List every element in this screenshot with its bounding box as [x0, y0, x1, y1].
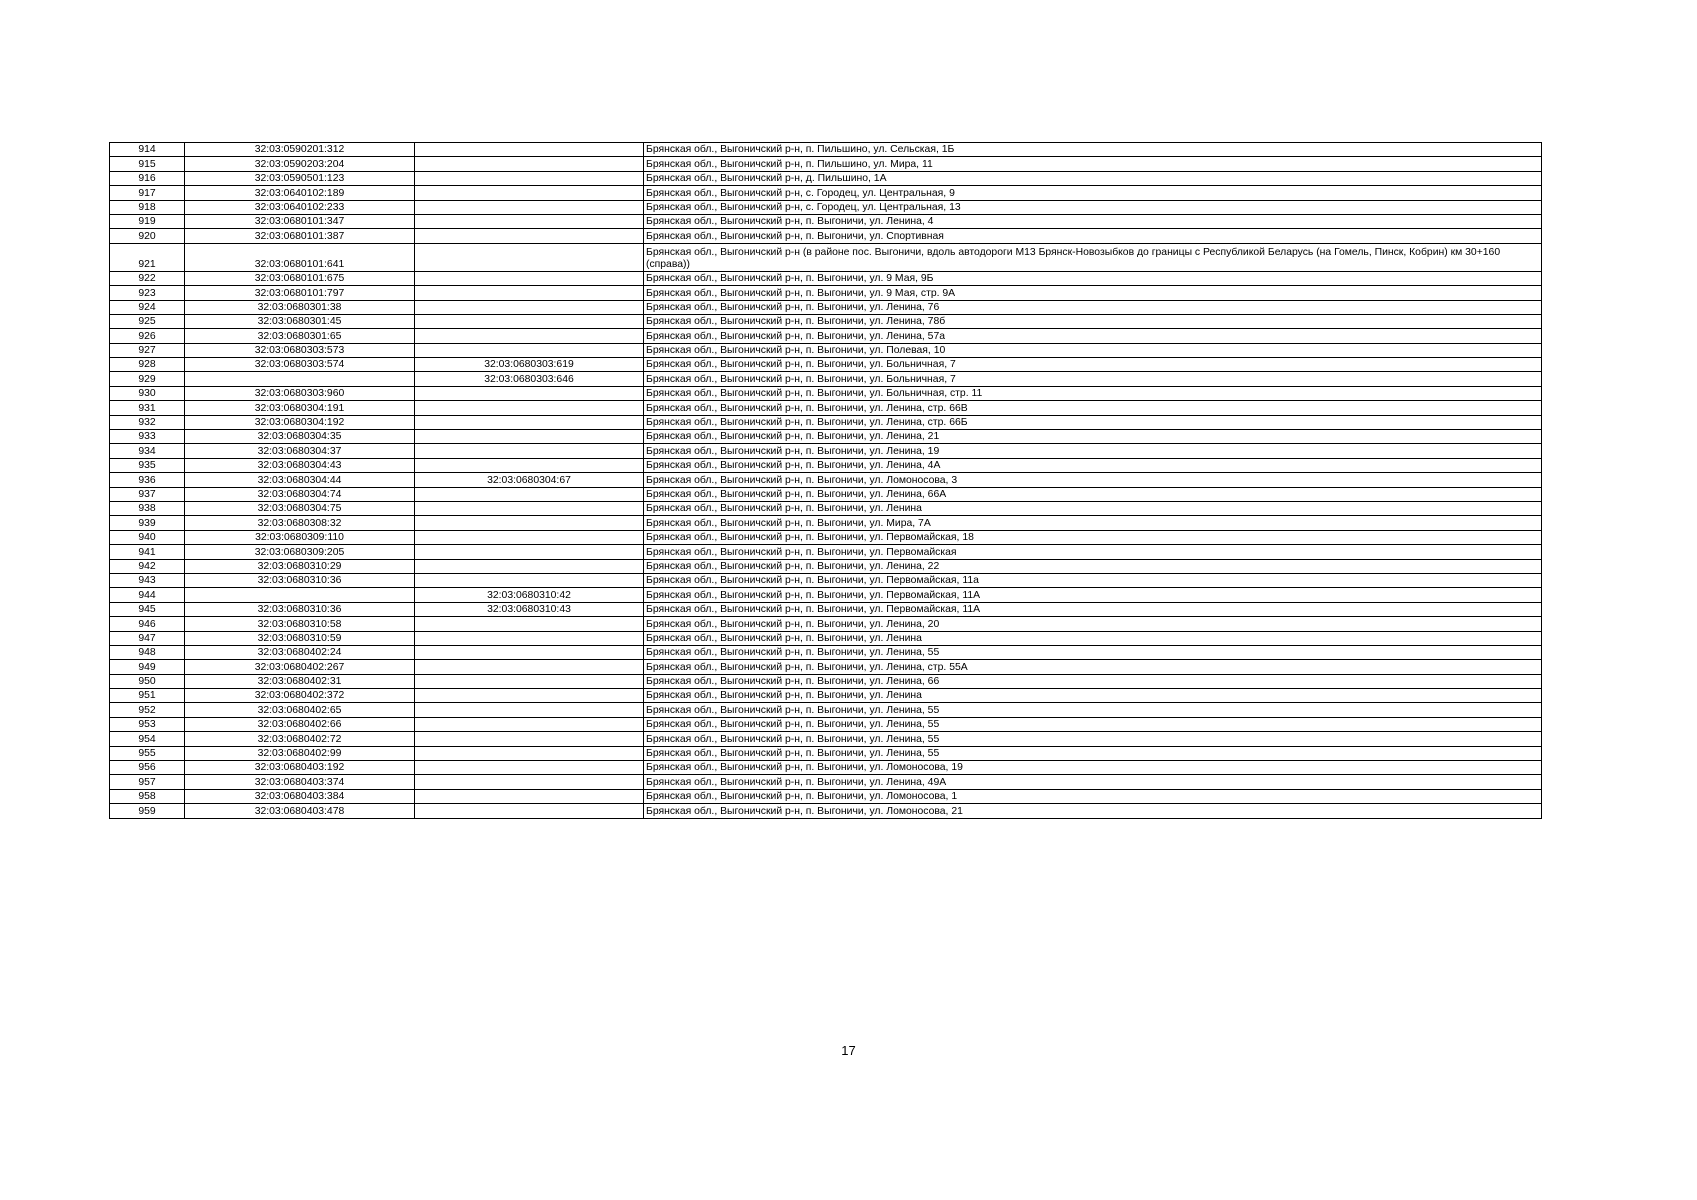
address: Брянская обл., Выгоничский р-н, п. Выгоничи, ул. Ленина, 55 [644, 717, 1542, 731]
cadastral-number: 32:03:0680304:43 [185, 458, 415, 472]
related-cadastral-number [415, 229, 644, 243]
related-cadastral-number [415, 300, 644, 314]
table-row [110, 243, 1542, 271]
address: Брянская обл., Выгоничский р-н, п. Выгоничи, ул. Ленина, 55 [644, 645, 1542, 659]
row-number: 950 [110, 674, 185, 688]
property-table [109, 142, 1542, 819]
cadastral-number: 32:03:0680310:29 [185, 559, 415, 573]
table-row [110, 545, 1542, 559]
cadastral-number: 32:03:0680301:45 [185, 314, 415, 328]
table-row [110, 501, 1542, 515]
table-row [110, 689, 1542, 703]
related-cadastral-number [415, 617, 644, 631]
table-row [110, 789, 1542, 803]
address: Брянская обл., Выгоничский р-н, п. Выгоничи, ул. Первомайская, 18 [644, 530, 1542, 544]
address: Брянская обл., Выгоничский р-н, п. Выгоничи, ул. Ленина, 21 [644, 430, 1542, 444]
address: Брянская обл., Выгоничский р-н, п. Выгоничи, ул. Больничная, 7 [644, 372, 1542, 386]
table-row [110, 372, 1542, 386]
cadastral-number: 32:03:0680304:192 [185, 415, 415, 429]
row-number: 931 [110, 401, 185, 415]
row-number: 940 [110, 530, 185, 544]
cadastral-number: 32:03:0680301:38 [185, 300, 415, 314]
cadastral-number: 32:03:0680304:44 [185, 473, 415, 487]
related-cadastral-number [415, 186, 644, 200]
row-number: 953 [110, 717, 185, 731]
table-row [110, 602, 1542, 616]
address: Брянская обл., Выгоничский р-н, п. Пильшино, ул. Сельская, 1Б [644, 143, 1542, 157]
table-row [110, 645, 1542, 659]
row-number: 958 [110, 789, 185, 803]
address: Брянская обл., Выгоничский р-н, п. Выгоничи, ул. Ленина [644, 689, 1542, 703]
address: Брянская обл., Выгоничский р-н, п. Выгоничи, ул. Ленина, 55 [644, 703, 1542, 717]
address: Брянская обл., Выгоничский р-н, п. Выгоничи, ул. Ленина, стр. 66В [644, 401, 1542, 415]
related-cadastral-number [415, 444, 644, 458]
address: Брянская обл., Выгоничский р-н, п. Выгоничи, ул. 9 Мая, 9Б [644, 271, 1542, 285]
row-number: 936 [110, 473, 185, 487]
related-cadastral-number [415, 214, 644, 228]
table-row [110, 271, 1542, 285]
cadastral-number: 32:03:0680402:65 [185, 703, 415, 717]
cadastral-number: 32:03:0680310:59 [185, 631, 415, 645]
related-cadastral-number: 32:03:0680310:43 [415, 602, 644, 616]
related-cadastral-number [415, 631, 644, 645]
table-row [110, 804, 1542, 818]
related-cadastral-number [415, 314, 644, 328]
row-number: 949 [110, 660, 185, 674]
address: Брянская обл., Выгоничский р-н, п. Выгоничи, ул. Ленина, 55 [644, 732, 1542, 746]
address: Брянская обл., Выгоничский р-н, п. Выгоничи, ул. Ленина [644, 631, 1542, 645]
related-cadastral-number [415, 401, 644, 415]
cadastral-number: 32:03:0640102:233 [185, 200, 415, 214]
related-cadastral-number [415, 530, 644, 544]
address: Брянская обл., Выгоничский р-н, п. Выгоничи, ул. Ломоносова, 21 [644, 804, 1542, 818]
cadastral-number: 32:03:0680403:374 [185, 775, 415, 789]
row-number: 954 [110, 732, 185, 746]
address: Брянская обл., Выгоничский р-н, п. Выгоничи, ул. Первомайская, 11а [644, 573, 1542, 587]
cadastral-number: 32:03:0680304:37 [185, 444, 415, 458]
table-row [110, 430, 1542, 444]
related-cadastral-number [415, 430, 644, 444]
table-row [110, 516, 1542, 530]
row-number: 929 [110, 372, 185, 386]
table-row [110, 300, 1542, 314]
cadastral-number: 32:03:0680309:205 [185, 545, 415, 559]
row-number: 955 [110, 746, 185, 760]
row-number: 933 [110, 430, 185, 444]
cadastral-number: 32:03:0680310:36 [185, 573, 415, 587]
row-number: 925 [110, 314, 185, 328]
address: Брянская обл., Выгоничский р-н, п. Выгоничи, ул. Ленина, 19 [644, 444, 1542, 458]
cadastral-number: 32:03:0680303:573 [185, 343, 415, 357]
cadastral-number: 32:03:0680101:797 [185, 286, 415, 300]
row-number: 946 [110, 617, 185, 631]
related-cadastral-number: 32:03:0680304:67 [415, 473, 644, 487]
address: Брянская обл., Выгоничский р-н, п. Выгоничи, ул. Ленина [644, 501, 1542, 515]
row-number: 914 [110, 143, 185, 157]
cadastral-number: 32:03:0680310:58 [185, 617, 415, 631]
related-cadastral-number [415, 732, 644, 746]
table-row [110, 200, 1542, 214]
table-row [110, 573, 1542, 587]
table-row [110, 343, 1542, 357]
address: Брянская обл., Выгоничский р-н, п. Выгоничи, ул. Ломоносова, 19 [644, 761, 1542, 775]
cadastral-number: 32:03:0680304:75 [185, 501, 415, 515]
address: Брянская обл., Выгоничский р-н, п. Выгоничи, ул. Ленина, 78б [644, 314, 1542, 328]
address: Брянская обл., Выгоничский р-н, п. Выгоничи, ул. Ленина, 57а [644, 329, 1542, 343]
cadastral-number: 32:03:0680403:192 [185, 761, 415, 775]
row-number: 930 [110, 386, 185, 400]
address: Брянская обл., Выгоничский р-н, п. Выгоничи, ул. Первомайская [644, 545, 1542, 559]
related-cadastral-number [415, 559, 644, 573]
related-cadastral-number [415, 157, 644, 171]
row-number: 926 [110, 329, 185, 343]
cadastral-number: 32:03:0680304:35 [185, 430, 415, 444]
table-row [110, 473, 1542, 487]
row-number: 916 [110, 171, 185, 185]
cadastral-number: 32:03:0680101:641 [185, 243, 415, 271]
row-number: 928 [110, 358, 185, 372]
related-cadastral-number [415, 775, 644, 789]
address: Брянская обл., Выгоничский р-н, п. Выгоничи, ул. Больничная, стр. 11 [644, 386, 1542, 400]
table-row [110, 775, 1542, 789]
related-cadastral-number [415, 545, 644, 559]
related-cadastral-number [415, 789, 644, 803]
related-cadastral-number [415, 171, 644, 185]
row-number: 947 [110, 631, 185, 645]
table-row [110, 660, 1542, 674]
address: Брянская обл., Выгоничский р-н, п. Выгоничи, ул. Ломоносова, 3 [644, 473, 1542, 487]
row-number: 944 [110, 588, 185, 602]
row-number: 919 [110, 214, 185, 228]
table-row [110, 314, 1542, 328]
cadastral-number: 32:03:0590501:123 [185, 171, 415, 185]
address: Брянская обл., Выгоничский р-н, п. Выгоничи, ул. Больничная, 7 [644, 358, 1542, 372]
related-cadastral-number [415, 501, 644, 515]
address: Брянская обл., Выгоничский р-н, п. Выгоничи, ул. Ленина, стр. 55А [644, 660, 1542, 674]
cadastral-number: 32:03:0680301:65 [185, 329, 415, 343]
address: Брянская обл., Выгоничский р-н, п. Выгоничи, ул. Ленина, 20 [644, 617, 1542, 631]
table-row [110, 444, 1542, 458]
address: Брянская обл., Выгоничский р-н, п. Выгоничи, ул. Первомайская, 11А [644, 602, 1542, 616]
row-number: 924 [110, 300, 185, 314]
table-row [110, 229, 1542, 243]
address: Брянская обл., Выгоничский р-н, с. Городец, ул. Центральная, 13 [644, 200, 1542, 214]
cadastral-number: 32:03:0680310:36 [185, 602, 415, 616]
address: Брянская обл., Выгоничский р-н, с. Городец, ул. Центральная, 9 [644, 186, 1542, 200]
row-number: 915 [110, 157, 185, 171]
row-number: 920 [110, 229, 185, 243]
cadastral-number: 32:03:0590201:312 [185, 143, 415, 157]
table-row [110, 487, 1542, 501]
cadastral-number: 32:03:0680402:267 [185, 660, 415, 674]
row-number: 956 [110, 761, 185, 775]
cadastral-number: 32:03:0680303:574 [185, 358, 415, 372]
row-number: 957 [110, 775, 185, 789]
address: Брянская обл., Выгоничский р-н, п. Выгоничи, ул. Мира, 7А [644, 516, 1542, 530]
related-cadastral-number [415, 674, 644, 688]
table-row [110, 157, 1542, 171]
related-cadastral-number [415, 271, 644, 285]
row-number: 951 [110, 689, 185, 703]
cadastral-number: 32:03:0680402:99 [185, 746, 415, 760]
row-number: 959 [110, 804, 185, 818]
table-row [110, 143, 1542, 157]
address: Брянская обл., Выгоничский р-н, п. Выгоничи, ул. Ленина, 4 [644, 214, 1542, 228]
cadastral-number: 32:03:0680101:347 [185, 214, 415, 228]
address: Брянская обл., Выгоничский р-н, п. Выгоничи, ул. Ленина, 66А [644, 487, 1542, 501]
cadastral-number: 32:03:0680403:384 [185, 789, 415, 803]
row-number: 935 [110, 458, 185, 472]
cadastral-number: 32:03:0680403:478 [185, 804, 415, 818]
cadastral-number: 32:03:0680402:31 [185, 674, 415, 688]
cadastral-number: 32:03:0640102:189 [185, 186, 415, 200]
table-row [110, 214, 1542, 228]
row-number: 934 [110, 444, 185, 458]
cadastral-number: 32:03:0680402:72 [185, 732, 415, 746]
address: Брянская обл., Выгоничский р-н, д. Пильшино, 1А [644, 171, 1542, 185]
address: Брянская обл., Выгоничский р-н, п. Выгоничи, ул. Спортивная [644, 229, 1542, 243]
row-number: 952 [110, 703, 185, 717]
related-cadastral-number [415, 343, 644, 357]
table-row [110, 415, 1542, 429]
cadastral-number: 32:03:0680308:32 [185, 516, 415, 530]
row-number: 948 [110, 645, 185, 659]
table-row [110, 358, 1542, 372]
cadastral-number: 32:03:0680304:74 [185, 487, 415, 501]
row-number: 941 [110, 545, 185, 559]
table-row [110, 386, 1542, 400]
row-number: 927 [110, 343, 185, 357]
table-row [110, 746, 1542, 760]
table-row [110, 761, 1542, 775]
related-cadastral-number [415, 717, 644, 731]
page-number: 17 [841, 1043, 856, 1058]
related-cadastral-number [415, 689, 644, 703]
related-cadastral-number: 32:03:0680310:42 [415, 588, 644, 602]
related-cadastral-number [415, 516, 644, 530]
address: Брянская обл., Выгоничский р-н, п. Выгоничи, ул. Ломоносова, 1 [644, 789, 1542, 803]
related-cadastral-number [415, 243, 644, 271]
cadastral-number: 32:03:0590203:204 [185, 157, 415, 171]
table-row [110, 186, 1542, 200]
related-cadastral-number [415, 703, 644, 717]
cadastral-number [185, 588, 415, 602]
row-number: 922 [110, 271, 185, 285]
cadastral-number: 32:03:0680101:387 [185, 229, 415, 243]
table-row [110, 286, 1542, 300]
related-cadastral-number: 32:03:0680303:619 [415, 358, 644, 372]
row-number: 921 [110, 243, 185, 271]
cadastral-number: 32:03:0680304:191 [185, 401, 415, 415]
related-cadastral-number [415, 386, 644, 400]
row-number: 945 [110, 602, 185, 616]
address: Брянская обл., Выгоничский р-н, п. Выгоничи, ул. Первомайская, 11А [644, 588, 1542, 602]
row-number: 923 [110, 286, 185, 300]
address: Брянская обл., Выгоничский р-н, п. Выгоничи, ул. Полевая, 10 [644, 343, 1542, 357]
table-row [110, 631, 1542, 645]
cadastral-number: 32:03:0680402:372 [185, 689, 415, 703]
table-row [110, 559, 1542, 573]
address: Брянская обл., Выгоничский р-н, п. Выгоничи, ул. Ленина, 66 [644, 674, 1542, 688]
related-cadastral-number [415, 458, 644, 472]
document-page [109, 142, 1541, 819]
related-cadastral-number [415, 660, 644, 674]
related-cadastral-number [415, 200, 644, 214]
related-cadastral-number [415, 746, 644, 760]
related-cadastral-number [415, 573, 644, 587]
address: Брянская обл., Выгоничский р-н, п. Выгоничи, ул. 9 Мая, стр. 9А [644, 286, 1542, 300]
related-cadastral-number [415, 286, 644, 300]
address: Брянская обл., Выгоничский р-н, п. Выгоничи, ул. Ленина, 4А [644, 458, 1542, 472]
related-cadastral-number [415, 761, 644, 775]
table-row [110, 674, 1542, 688]
row-number: 942 [110, 559, 185, 573]
address: Брянская обл., Выгоничский р-н, п. Выгоничи, ул. Ленина, 49А [644, 775, 1542, 789]
row-number: 939 [110, 516, 185, 530]
cadastral-number: 32:03:0680303:960 [185, 386, 415, 400]
cadastral-number: 32:03:0680309:110 [185, 530, 415, 544]
related-cadastral-number [415, 804, 644, 818]
row-number: 938 [110, 501, 185, 515]
cadastral-number: 32:03:0680101:675 [185, 271, 415, 285]
table-body [110, 143, 1542, 819]
related-cadastral-number [415, 329, 644, 343]
table-row [110, 530, 1542, 544]
cadastral-number: 32:03:0680402:24 [185, 645, 415, 659]
row-number: 943 [110, 573, 185, 587]
table-row [110, 171, 1542, 185]
table-row [110, 617, 1542, 631]
related-cadastral-number [415, 143, 644, 157]
table-row [110, 401, 1542, 415]
related-cadastral-number [415, 645, 644, 659]
table-row [110, 458, 1542, 472]
address: Брянская обл., Выгоничский р-н (в районе пос. Выгоничи, вдоль автодороги М13 Брянск-Новозыбков до границы с Республикой Беларусь (на Гомель, Пинск, Кобрин) км 30+160 (справа)) [644, 243, 1542, 271]
table-row [110, 717, 1542, 731]
table-row [110, 732, 1542, 746]
address: Брянская обл., Выгоничский р-н, п. Пильшино, ул. Мира, 11 [644, 157, 1542, 171]
address: Брянская обл., Выгоничский р-н, п. Выгоничи, ул. Ленина, 22 [644, 559, 1542, 573]
cadastral-number [185, 372, 415, 386]
table-row [110, 703, 1542, 717]
row-number: 917 [110, 186, 185, 200]
row-number: 932 [110, 415, 185, 429]
table-row [110, 329, 1542, 343]
related-cadastral-number: 32:03:0680303:646 [415, 372, 644, 386]
row-number: 918 [110, 200, 185, 214]
address: Брянская обл., Выгоничский р-н, п. Выгоничи, ул. Ленина, 76 [644, 300, 1542, 314]
address: Брянская обл., Выгоничский р-н, п. Выгоничи, ул. Ленина, стр. 66Б [644, 415, 1542, 429]
table-row [110, 588, 1542, 602]
related-cadastral-number [415, 415, 644, 429]
row-number: 937 [110, 487, 185, 501]
cadastral-number: 32:03:0680402:66 [185, 717, 415, 731]
address: Брянская обл., Выгоничский р-н, п. Выгоничи, ул. Ленина, 55 [644, 746, 1542, 760]
related-cadastral-number [415, 487, 644, 501]
